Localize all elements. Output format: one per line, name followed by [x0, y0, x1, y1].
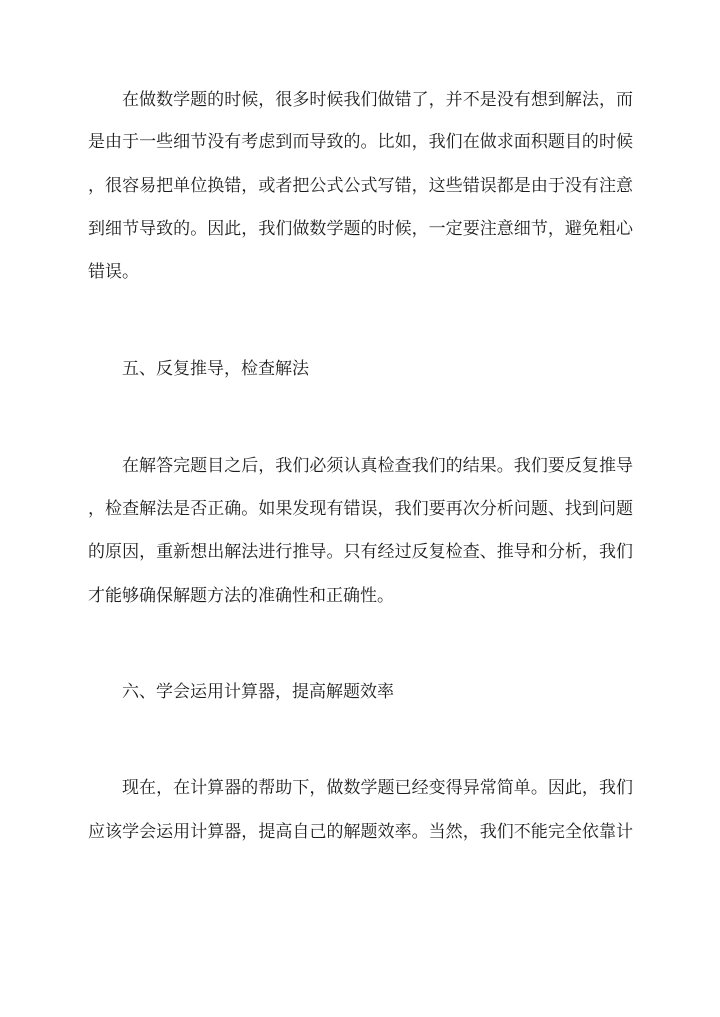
text-line: 错误。 — [88, 262, 139, 282]
section-heading-5: 五、反复推导，检查解法 — [122, 359, 309, 379]
text-line: 才能够确保解题方法的准确性和正确性。 — [88, 586, 394, 606]
text-line: 在解答完题目之后，我们必须认真检查我们的结果。我们要反复推导 — [122, 456, 633, 476]
text-line: ，检查解法是否正确。如果发现有错误，我们要再次分析问题、找到问题 — [88, 499, 633, 519]
text-line: 到细节导致的。因此，我们做数学题的时候，一定要注意细节，避免粗心 — [88, 219, 633, 239]
text-line: 应该学会运用计算器，提高自己的解题效率。当然，我们不能完全依靠计 — [88, 822, 633, 842]
text-line: ，很容易把单位换错，或者把公式公式写错，这些错误都是由于没有注意 — [88, 176, 633, 196]
text-line: 现在，在计算器的帮助下，做数学题已经变得异常简单。因此，我们 — [122, 778, 633, 798]
text-line: 在做数学题的时候，很多时候我们做错了，并不是没有想到解法，而 — [122, 90, 633, 110]
section-heading-6: 六、学会运用计算器，提高解题效率 — [122, 682, 394, 702]
text-line: 是由于一些细节没有考虑到而导致的。比如，我们在做求面积题目的时候 — [88, 132, 633, 152]
text-line: 的原因，重新想出解法进行推导。只有经过反复检查、推导和分析，我们 — [88, 542, 633, 562]
